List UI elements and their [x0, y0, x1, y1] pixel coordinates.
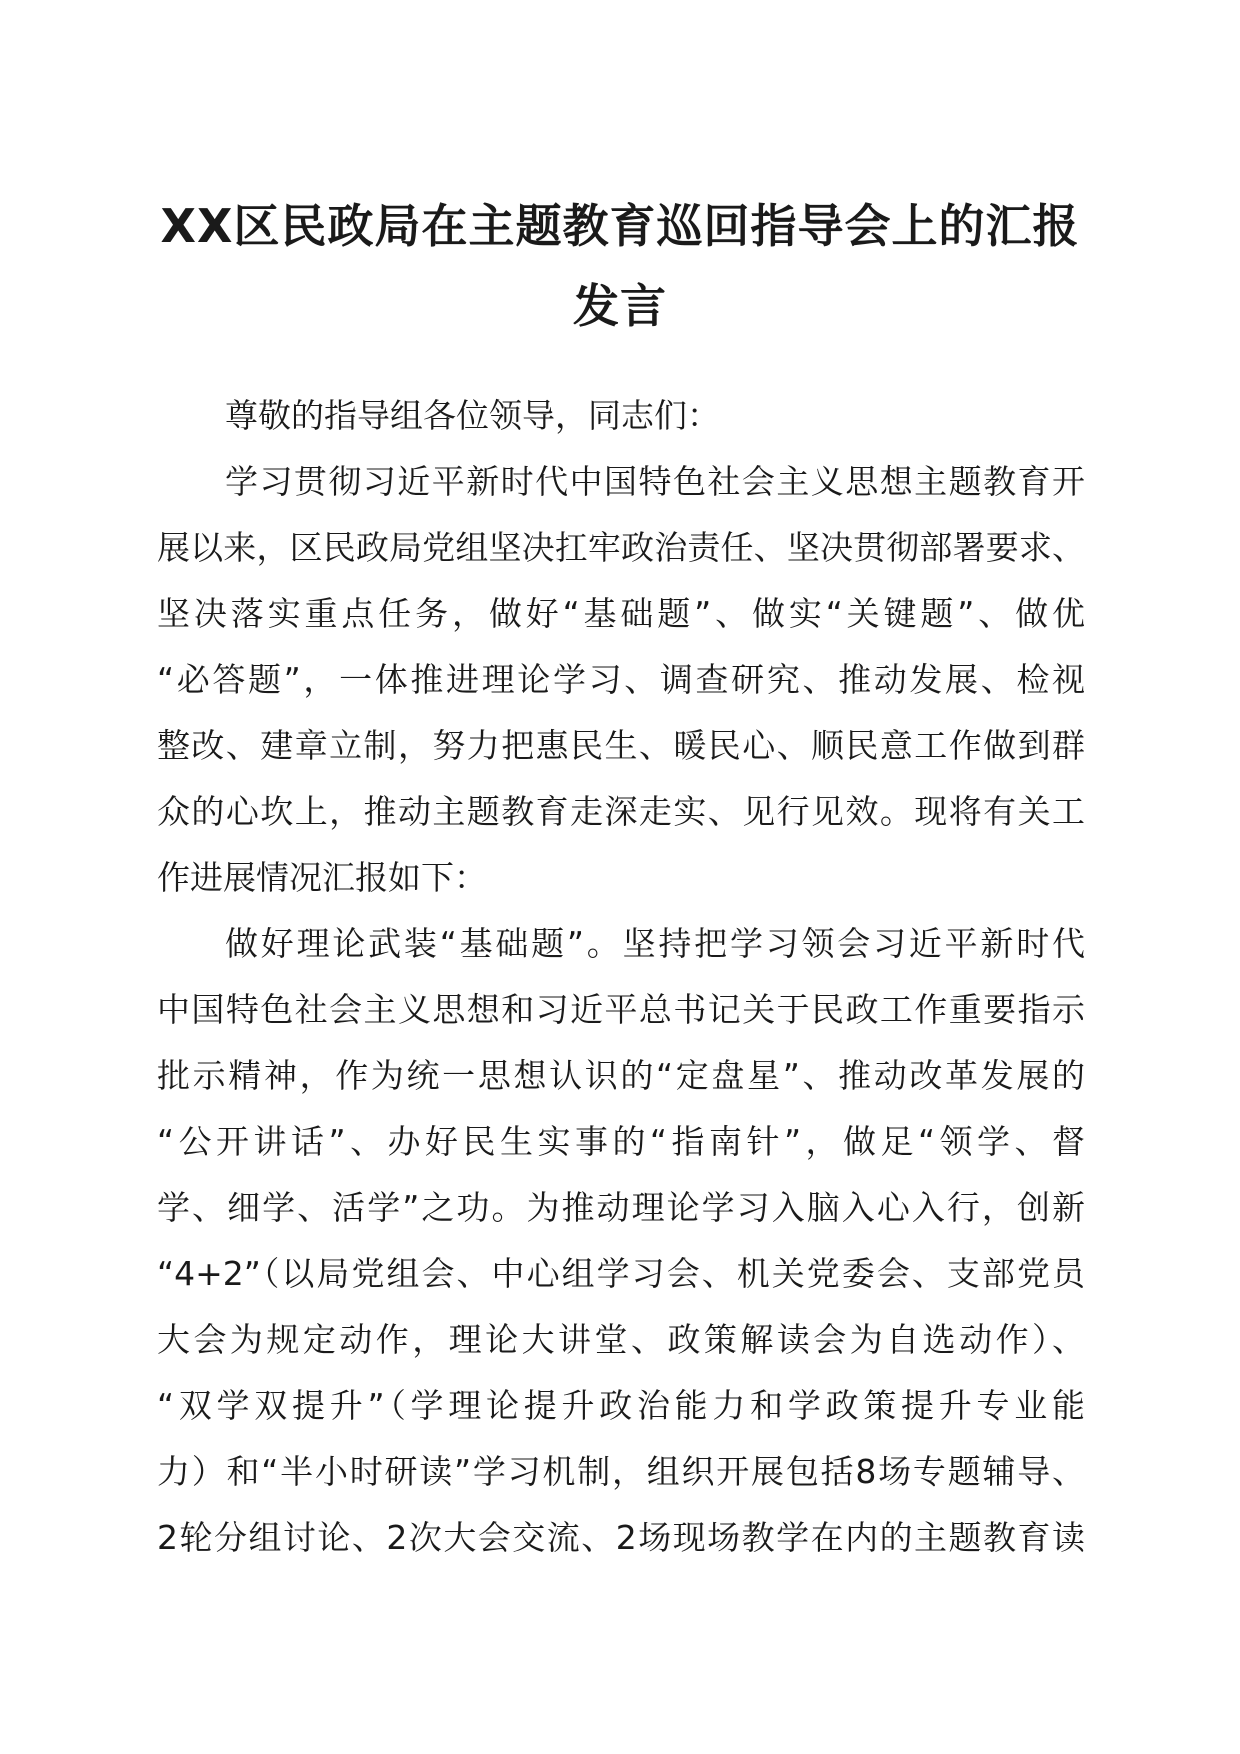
paragraph-line: 做好理论武装“基础题”。坚持把学习领会习近平新时代 — [225, 924, 1085, 963]
document-body — [157, 383, 1085, 1571]
title-line-1: XX区民政局在主题教育巡回指导会上的汇报 — [160, 199, 1080, 253]
paragraph-line: 坚决落实重点任务，做好“基础题”、做实“关键题”、做优 — [157, 594, 1085, 633]
title-line-2: 发言 — [573, 279, 667, 333]
paragraph-intro — [157, 449, 1085, 911]
paragraph-line: 展以来，区民政局党组坚决扛牢政治责任、坚决贯彻部署要求、 — [157, 528, 1085, 567]
paragraph-line: 力）和“半小时研读”学习机制，组织开展包括8场专题辅导、 — [157, 1452, 1085, 1491]
salutation: 尊敬的指导组各位领导，同志们： — [225, 396, 720, 435]
paragraph-line: 批示精神，作为统一思想认识的“定盘星”、推动改革发展的 — [157, 1056, 1085, 1095]
document-title — [150, 186, 1090, 346]
paragraph-line: 众的心坎上，推动主题教育走深走实、见行见效。现将有关工 — [157, 792, 1085, 831]
paragraph-line: “必答题”，一体推进理论学习、调查研究、推动发展、检视 — [157, 660, 1085, 699]
paragraph-line: 学、细学、活学”之功。为推动理论学习入脑入心入行，创新 — [157, 1188, 1085, 1227]
paragraph-line: 2轮分组讨论、2次大会交流、2场现场教学在内的主题教育读 — [157, 1518, 1085, 1557]
paragraph-line: 中国特色社会主义思想和习近平总书记关于民政工作重要指示 — [157, 990, 1085, 1029]
paragraph-line: 学习贯彻习近平新时代中国特色社会主义思想主题教育开 — [225, 462, 1085, 501]
paragraph-line: 整改、建章立制，努力把惠民生、暖民心、顺民意工作做到群 — [157, 726, 1085, 765]
paragraph-line: 大会为规定动作，理论大讲堂、政策解读会为自选动作）、 — [157, 1320, 1085, 1359]
paragraph-line: 作进展情况汇报如下： — [157, 858, 487, 897]
paragraph-line: “4+2”（以局党组会、中心组学习会、机关党委会、支部党员 — [157, 1254, 1085, 1293]
paragraph-line: “公开讲话”、办好民生实事的“指南针”，做足“领学、督 — [157, 1122, 1085, 1161]
paragraph-theory — [157, 911, 1085, 1571]
paragraph-line: “双学双提升”（学理论提升政治能力和学政策提升专业能 — [157, 1386, 1085, 1425]
